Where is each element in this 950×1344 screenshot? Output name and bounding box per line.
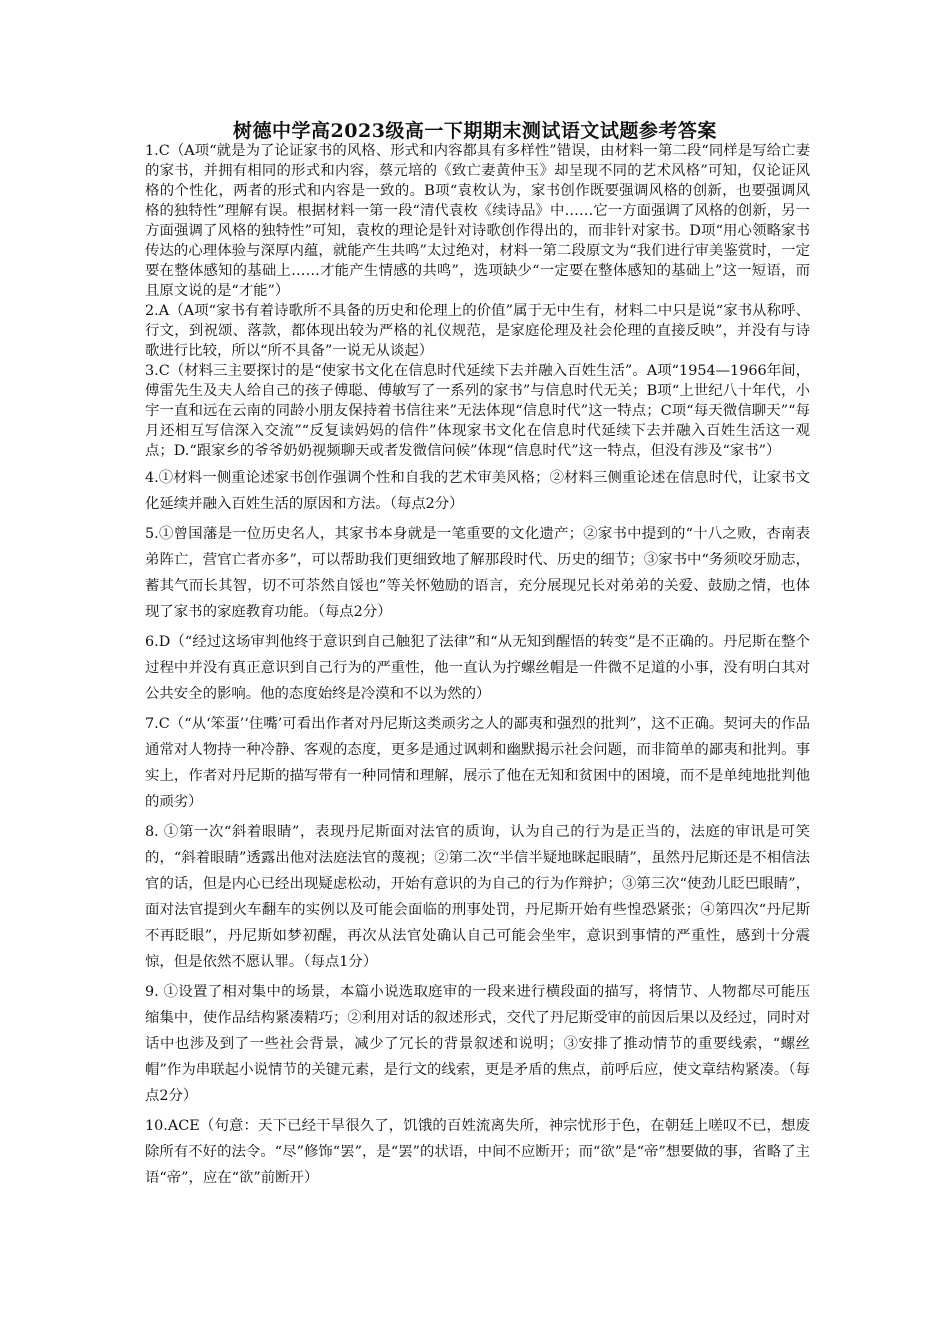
answer-10: 10.ACE（句意：天下已经干旱很久了，饥饿的百姓流离失所，神宗忧形于色，在朝廷上嗟叹不已，想废除所有不好的法令。“尽”修饰“罢”，是“罢”的状语，中间不应断开；而“欲”是“帝”想要做的事，省略了主语“帝”，应在“欲”前断开）	[145, 1118, 810, 1186]
answer-5: 5.①曾国藩是一位历史名人，其家书本身就是一笔重要的文化遗产；②家书中提到的“十八之败，杏南表弟阵亡，营官亡者亦多”，可以帮助我们更细致地了解那段时代、历史的细节；③家书中“务须咬牙励志，蓄其气而长其智，切不可苶然自馁也”等关怀勉励的语言，充分展现兄长对弟弟的关爱、鼓励之情，也体现了家书的家庭教育功能。（每点2分）	[145, 526, 810, 620]
answer-list	[145, 141, 810, 1191]
answer-6: 6.D（“经过这场审判他终于意识到自己触犯了法律”和“从无知到醒悟的转变”是不正确的。丹尼斯在整个过程中并没有真正意识到自己行为的严重性，他一直认为拧螺丝帽是一件微不足道的小事，没有明白其对公共安全的影响。他的态度始终是冷漠和不以为然的）	[145, 634, 810, 702]
answer-9: 9. ①设置了相对集中的场景，本篇小说选取庭审的一段来进行横段面的描写，将情节、人物都尽可能压缩集中，使作品结构紧凑精巧；②利用对话的叙述形式，交代了丹尼斯受审的前因后果以及经过，同时对话中也涉及到了一些社会背景，减少了冗长的背景叙述和说明；③安排了推动情节的重要线索，“螺丝帽”作为串联起小说情节的关键元素，是行文的线索，更是矛盾的焦点，前呼后应，使文章结构紧凑。（每点2分）	[145, 984, 810, 1104]
page-title: 树德中学高2023级高一下期期末测试语文试题参考答案	[233, 120, 717, 142]
answer-1: 1.C（A项“就是为了论证家书的风格、形式和内容都具有多样性”错误，由材料一第二段“同样是写给亡妻的家书，并拥有相同的形式和内容，蔡元培的《致亡妻黄仲玉》却呈现不同的艺术风格”可知，仅论证风格的个性化，两者的形式和内容是一致的。B项“袁枚认为，家书创作既要强调风格的创新，也要强调风格的独特性”理解有误。根据材料一第一段“清代袁枚《续诗品》中……它一方面强调了风格的创新，另一方面强调了风格的独特性”可知，袁枚的理论是针对诗歌创作得出的，而非针对家书。D项“用心领略家书传达的心理体验与深厚内蕴，就能产生共鸣”太过绝对，材料一第二段原文为“我们进行审美鉴赏时，一定要在整体感知的基础上……才能产生情感的共鸣”，选项缺少“一定要在整体感知的基础上”这一短语，而且原文说的是“才能”）	[145, 143, 810, 299]
answer-4: 4.①材料一侧重论述家书创作强调个性和自我的艺术审美风格；②材料三侧重论述在信息时代，让家书文化延续并融入百姓生活的原因和方法。（每点2分）	[145, 470, 810, 512]
answer-3: 3.C（材料三主要探讨的是“使家书文化在信息时代延续下去并融入百姓生活”。A项“1954—1966年间，傅雷先生及夫人给自己的孩子傅聪、傅敏写了一系列的家书”与信息时代无关；B项“上世纪八十年代，小宇一直和远在云南的同龄小朋友保持着书信往来”无法体现“信息时代”这一特点；C项“每天微信聊天”“每月还相互写信深入交流”“反复读妈妈的信件”体现家书文化在信息时代延续下去并融入百姓生活这一观点；D.“跟家乡的爷爷奶奶视频聊天或者发微信问候”体现“信息时代”这一特点，但没有涉及“家书”）	[145, 363, 810, 459]
answer-8: 8. ①第一次“斜着眼睛”，表现丹尼斯面对法官的质询，认为自己的行为是正当的，法庭的审讯是可笑的，“斜着眼睛”透露出他对法庭法官的蔑视；②第二次“半信半疑地眯起眼睛”，虽然丹尼斯还是不相信法官的话，但是内心已经出现疑虑松动，开始有意识的为自己的行为作辩护；③第三次“使劲儿眨巴眼睛”，面对法官提到火车翻车的实例以及可能会面临的刑事处罚，丹尼斯开始有些惶恐紧张；④第四次“丹尼斯不再眨眼”，丹尼斯如梦初醒，再次从法官处确认自己可能会坐牢，意识到事情的严重性，感到十分震惊，但是依然不愿认罪。（每点1分）	[145, 824, 810, 970]
answer-2: 2.A（A项“家书有着诗歌所不具备的历史和伦理上的价值”属于无中生有，材料二中只是说“家书从称呼、行文，到祝颂、落款，都体现出较为严格的礼仪规范，是家庭伦理及社会伦理的直接反映”，并没有与诗歌进行比较，所以“所不具备”一说无从谈起）	[145, 303, 810, 359]
answer-7: 7.C（“从‘笨蛋’‘住嘴’可看出作者对丹尼斯这类顽劣之人的鄙夷和强烈的批判”，这不正确。契诃夫的作品通常对人物持一种冷静、客观的态度，更多是通过讽刺和幽默揭示社会问题，而非简单的鄙夷和批判。事实上，作者对丹尼斯的描写带有一种同情和理解，展示了他在无知和贫困中的困境，而不是单纯地批判他的顽劣）	[145, 716, 810, 810]
